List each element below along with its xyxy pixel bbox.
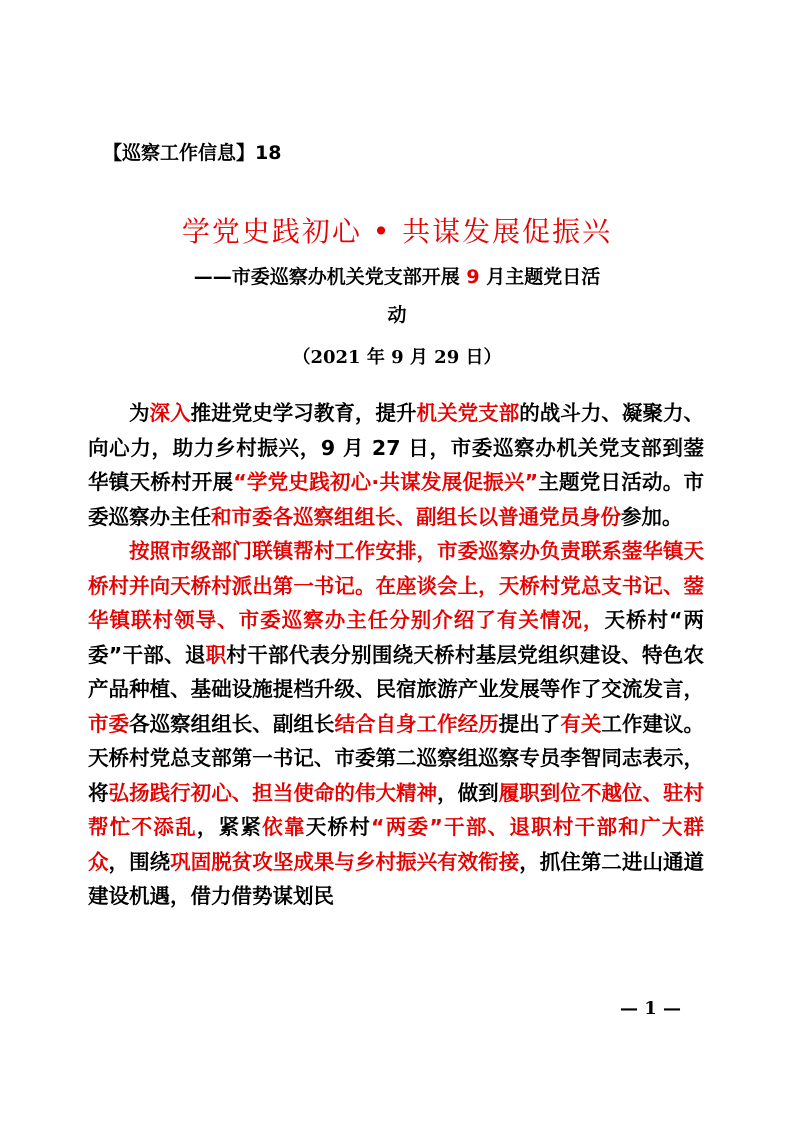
highlighted-text-run: 弘扬践行初心、担当使命的伟大精神 [108, 780, 438, 805]
text-run: 各巡察组组长、副组长 [129, 711, 335, 736]
subtitle-line-1 [0, 262, 794, 289]
text-run: ，做到 [437, 780, 499, 805]
subtitle-line-2: 动 [387, 304, 407, 326]
highlighted-text-run: 市委 [88, 711, 130, 736]
date-line: （2021 年 9 月 29 日） [292, 347, 502, 368]
highlighted-text-run: 深入 [149, 401, 191, 425]
highlighted-text-run: 机关党支部 [416, 401, 520, 425]
subtitle-prefix: ——市委巡察办机关党支部开展 [193, 266, 460, 288]
header-label: 【巡察工作信息】18 [103, 142, 282, 164]
text-run: 推进党史学习教育，提升 [190, 401, 417, 425]
text-run: 工作建议。天桥村党总支部第一书记、市委第二巡察组巡察专员李智同志表示，将 [88, 711, 705, 805]
page-number: — 1 — [620, 998, 682, 1019]
subtitle-month: 9 [466, 266, 480, 288]
text-run: 提出了 [498, 711, 561, 736]
highlighted-text-run: 有关 [560, 711, 602, 736]
highlighted-text-run: 巩固脱贫攻坚成果与乡村振兴有效衔接 [170, 849, 520, 874]
paragraph-2 [88, 534, 704, 914]
highlighted-text-run: “两委”干部、退职村干部和广大群众 [88, 815, 705, 874]
text-run: 为 [129, 401, 150, 425]
highlighted-text-run: 职 [205, 642, 227, 667]
text-run: 的战斗力、凝聚力、向心力，助力乡村振兴，9 月 27 日，市委巡察办机关党支部到蓥华镇天桥村开展 [88, 401, 705, 494]
highlighted-text-run: 结合自身工作经历 [334, 711, 499, 736]
text-run: 参加。 [621, 504, 683, 529]
highlighted-text-run: 依靠 [262, 815, 306, 839]
highlighted-text-run: “学党史践初心·共谋发展促振兴” [233, 470, 539, 494]
page-title: 学党史践初心 • 共谋发展促振兴 [181, 215, 613, 248]
text-run: 天桥村 [305, 815, 372, 839]
paragraph-1 [88, 396, 704, 534]
text-run: 天桥村“两委”干部、退 [88, 608, 704, 667]
text-run: 主题党日活动。市委巡察办主任 [88, 470, 705, 529]
text-run: ，紧紧 [196, 815, 263, 839]
text-run: ，抓住第二进山通道建设机遇，借力借势谋划民 [88, 849, 705, 908]
text-run: ，围绕 [108, 849, 171, 874]
subtitle-suffix: 月主题党日活 [486, 266, 601, 288]
text-run: 村干部代表分别围绕天桥村基层党组织建设、特色农产品种植、基础设施提档升级、民宿旅游产业发展等作了交流发言， [88, 642, 705, 701]
highlighted-text-run: 和市委各巡察组组长、副组长以普通党员身份 [211, 504, 621, 529]
highlighted-text-run: 按照市级部门联镇帮村工作安排，市委巡察办负责联系蓥华镇天桥村并向天桥村派出第一书记。在座谈会上，天桥村党总支书记、蓥华镇联村领导、市委巡察办主任分别介绍了有关情况， [88, 539, 704, 632]
body-text [88, 396, 704, 914]
highlighted-text-run: 履职到位不越位、驻村帮忙不添乱 [88, 780, 705, 839]
